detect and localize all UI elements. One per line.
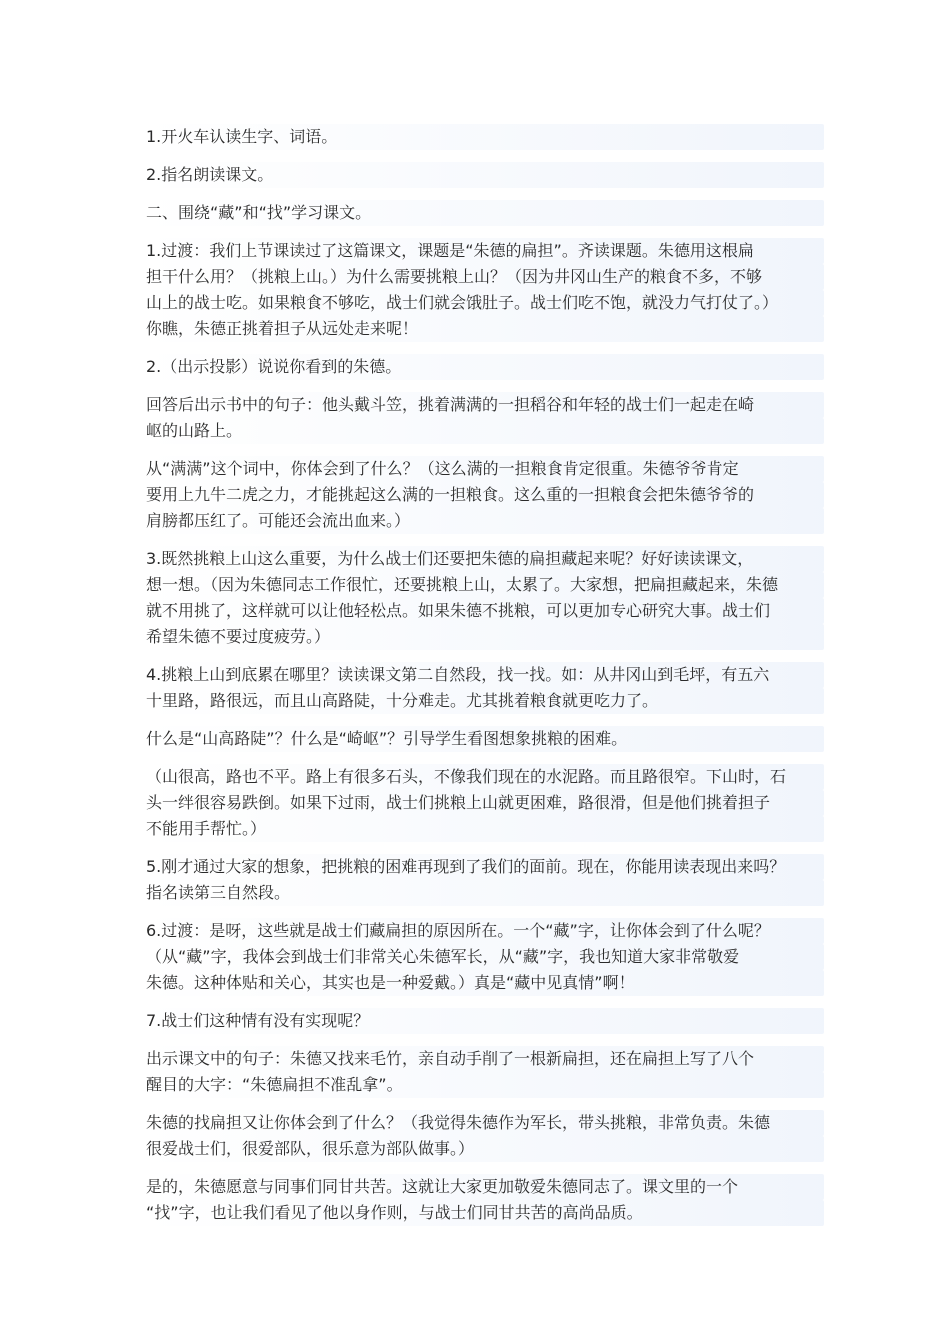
paragraph-line: 1.开火车认读生字、词语。 bbox=[144, 124, 824, 150]
paragraph bbox=[144, 546, 824, 650]
paragraph-line: 十里路，路很远，而且山高路陡，十分难走。尤其挑着粮食就更吃力了。 bbox=[144, 688, 824, 714]
paragraph-line: 是的，朱德愿意与同事们同甘共苦。这就让大家更加敬爱朱德同志了。课文里的一个 bbox=[144, 1174, 824, 1200]
paragraph bbox=[144, 662, 824, 714]
paragraph-line: 5.刚才通过大家的想象，把挑粮的困难再现到了我们的面前。现在，你能用读表现出来吗？ bbox=[144, 854, 824, 880]
paragraph bbox=[144, 200, 824, 226]
paragraph-line: “找”字，也让我们看见了他以身作则，与战士们同甘共苦的高尚品质。 bbox=[144, 1200, 824, 1226]
paragraph-line: 7.战士们这种情有没有实现呢？ bbox=[144, 1008, 824, 1034]
paragraph bbox=[144, 918, 824, 996]
paragraph-line: 出示课文中的句子：朱德又找来毛竹，亲自动手削了一根新扁担，还在扁担上写了八个 bbox=[144, 1046, 824, 1072]
paragraph-line: 2.指名朗读课文。 bbox=[144, 162, 824, 188]
paragraph-line: 担干什么用？（挑粮上山。）为什么需要挑粮上山？（因为井冈山生产的粮食不多，不够 bbox=[144, 264, 824, 290]
paragraph-line: 6.过渡：是呀，这些就是战士们藏扁担的原因所在。一个“藏”字，让你体会到了什么呢？ bbox=[144, 918, 824, 944]
paragraph bbox=[144, 238, 824, 342]
paragraph bbox=[144, 392, 824, 444]
paragraph-line: 二、围绕“藏”和“找”学习课文。 bbox=[144, 200, 824, 226]
paragraph bbox=[144, 162, 824, 188]
paragraph-line: 肩膀都压红了。可能还会流出血来。） bbox=[144, 508, 824, 534]
paragraph-line: 不能用手帮忙。） bbox=[144, 816, 824, 842]
document-page bbox=[144, 124, 824, 1238]
paragraph-line: 4.挑粮上山到底累在哪里？读读课文第二自然段，找一找。如：从井冈山到毛坪，有五六 bbox=[144, 662, 824, 688]
paragraph bbox=[144, 1174, 824, 1226]
paragraph bbox=[144, 726, 824, 752]
paragraph-line: 指名读第三自然段。 bbox=[144, 880, 824, 906]
paragraph bbox=[144, 854, 824, 906]
paragraph-line: 岖的山路上。 bbox=[144, 418, 824, 444]
paragraph-line: 从“满满”这个词中，你体会到了什么？（这么满的一担粮食肯定很重。朱德爷爷肯定 bbox=[144, 456, 824, 482]
paragraph-line: 希望朱德不要过度疲劳。） bbox=[144, 624, 824, 650]
paragraph bbox=[144, 354, 824, 380]
paragraph bbox=[144, 1046, 824, 1098]
paragraph-line: 山上的战士吃。如果粮食不够吃，战士们就会饿肚子。战士们吃不饱，就没力气打仗了。） bbox=[144, 290, 824, 316]
paragraph-line: 回答后出示书中的句子：他头戴斗笠，挑着满满的一担稻谷和年轻的战士们一起走在崎 bbox=[144, 392, 824, 418]
paragraph-line: 想一想。（因为朱德同志工作很忙，还要挑粮上山，太累了。大家想，把扁担藏起来，朱德 bbox=[144, 572, 824, 598]
paragraph-line: 头一绊很容易跌倒。如果下过雨，战士们挑粮上山就更困难，路很滑，但是他们挑着担子 bbox=[144, 790, 824, 816]
paragraph-line: 你瞧，朱德正挑着担子从远处走来呢！ bbox=[144, 316, 824, 342]
paragraph-line: 2.（出示投影）说说你看到的朱德。 bbox=[144, 354, 824, 380]
paragraph-line: （山很高，路也不平。路上有很多石头，不像我们现在的水泥路。而且路很窄。下山时，石 bbox=[144, 764, 824, 790]
paragraph-line: （从“藏”字，我体会到战士们非常关心朱德军长，从“藏”字，我也知道大家非常敬爱 bbox=[144, 944, 824, 970]
paragraph bbox=[144, 124, 824, 150]
paragraph-line: 要用上九牛二虎之力，才能挑起这么满的一担粮食。这么重的一担粮食会把朱德爷爷的 bbox=[144, 482, 824, 508]
paragraph bbox=[144, 1110, 824, 1162]
paragraph bbox=[144, 456, 824, 534]
paragraph-line: 就不用挑了，这样就可以让他轻松点。如果朱德不挑粮，可以更加专心研究大事。战士们 bbox=[144, 598, 824, 624]
paragraph bbox=[144, 1008, 824, 1034]
paragraph-line: 什么是“山高路陡”？什么是“崎岖”？引导学生看图想象挑粮的困难。 bbox=[144, 726, 824, 752]
paragraph-line: 朱德的找扁担又让你体会到了什么？（我觉得朱德作为军长，带头挑粮，非常负责。朱德 bbox=[144, 1110, 824, 1136]
paragraph-line: 1.过渡：我们上节课读过了这篇课文，课题是“朱德的扁担”。齐读课题。朱德用这根扁 bbox=[144, 238, 824, 264]
paragraph-line: 3.既然挑粮上山这么重要，为什么战士们还要把朱德的扁担藏起来呢？好好读读课文， bbox=[144, 546, 824, 572]
paragraph-line: 朱德。这种体贴和关心，其实也是一种爱戴。）真是“藏中见真情”啊！ bbox=[144, 970, 824, 996]
paragraph-line: 醒目的大字：“朱德扁担不准乱拿”。 bbox=[144, 1072, 824, 1098]
paragraph bbox=[144, 764, 824, 842]
paragraph-line: 很爱战士们，很爱部队，很乐意为部队做事。） bbox=[144, 1136, 824, 1162]
